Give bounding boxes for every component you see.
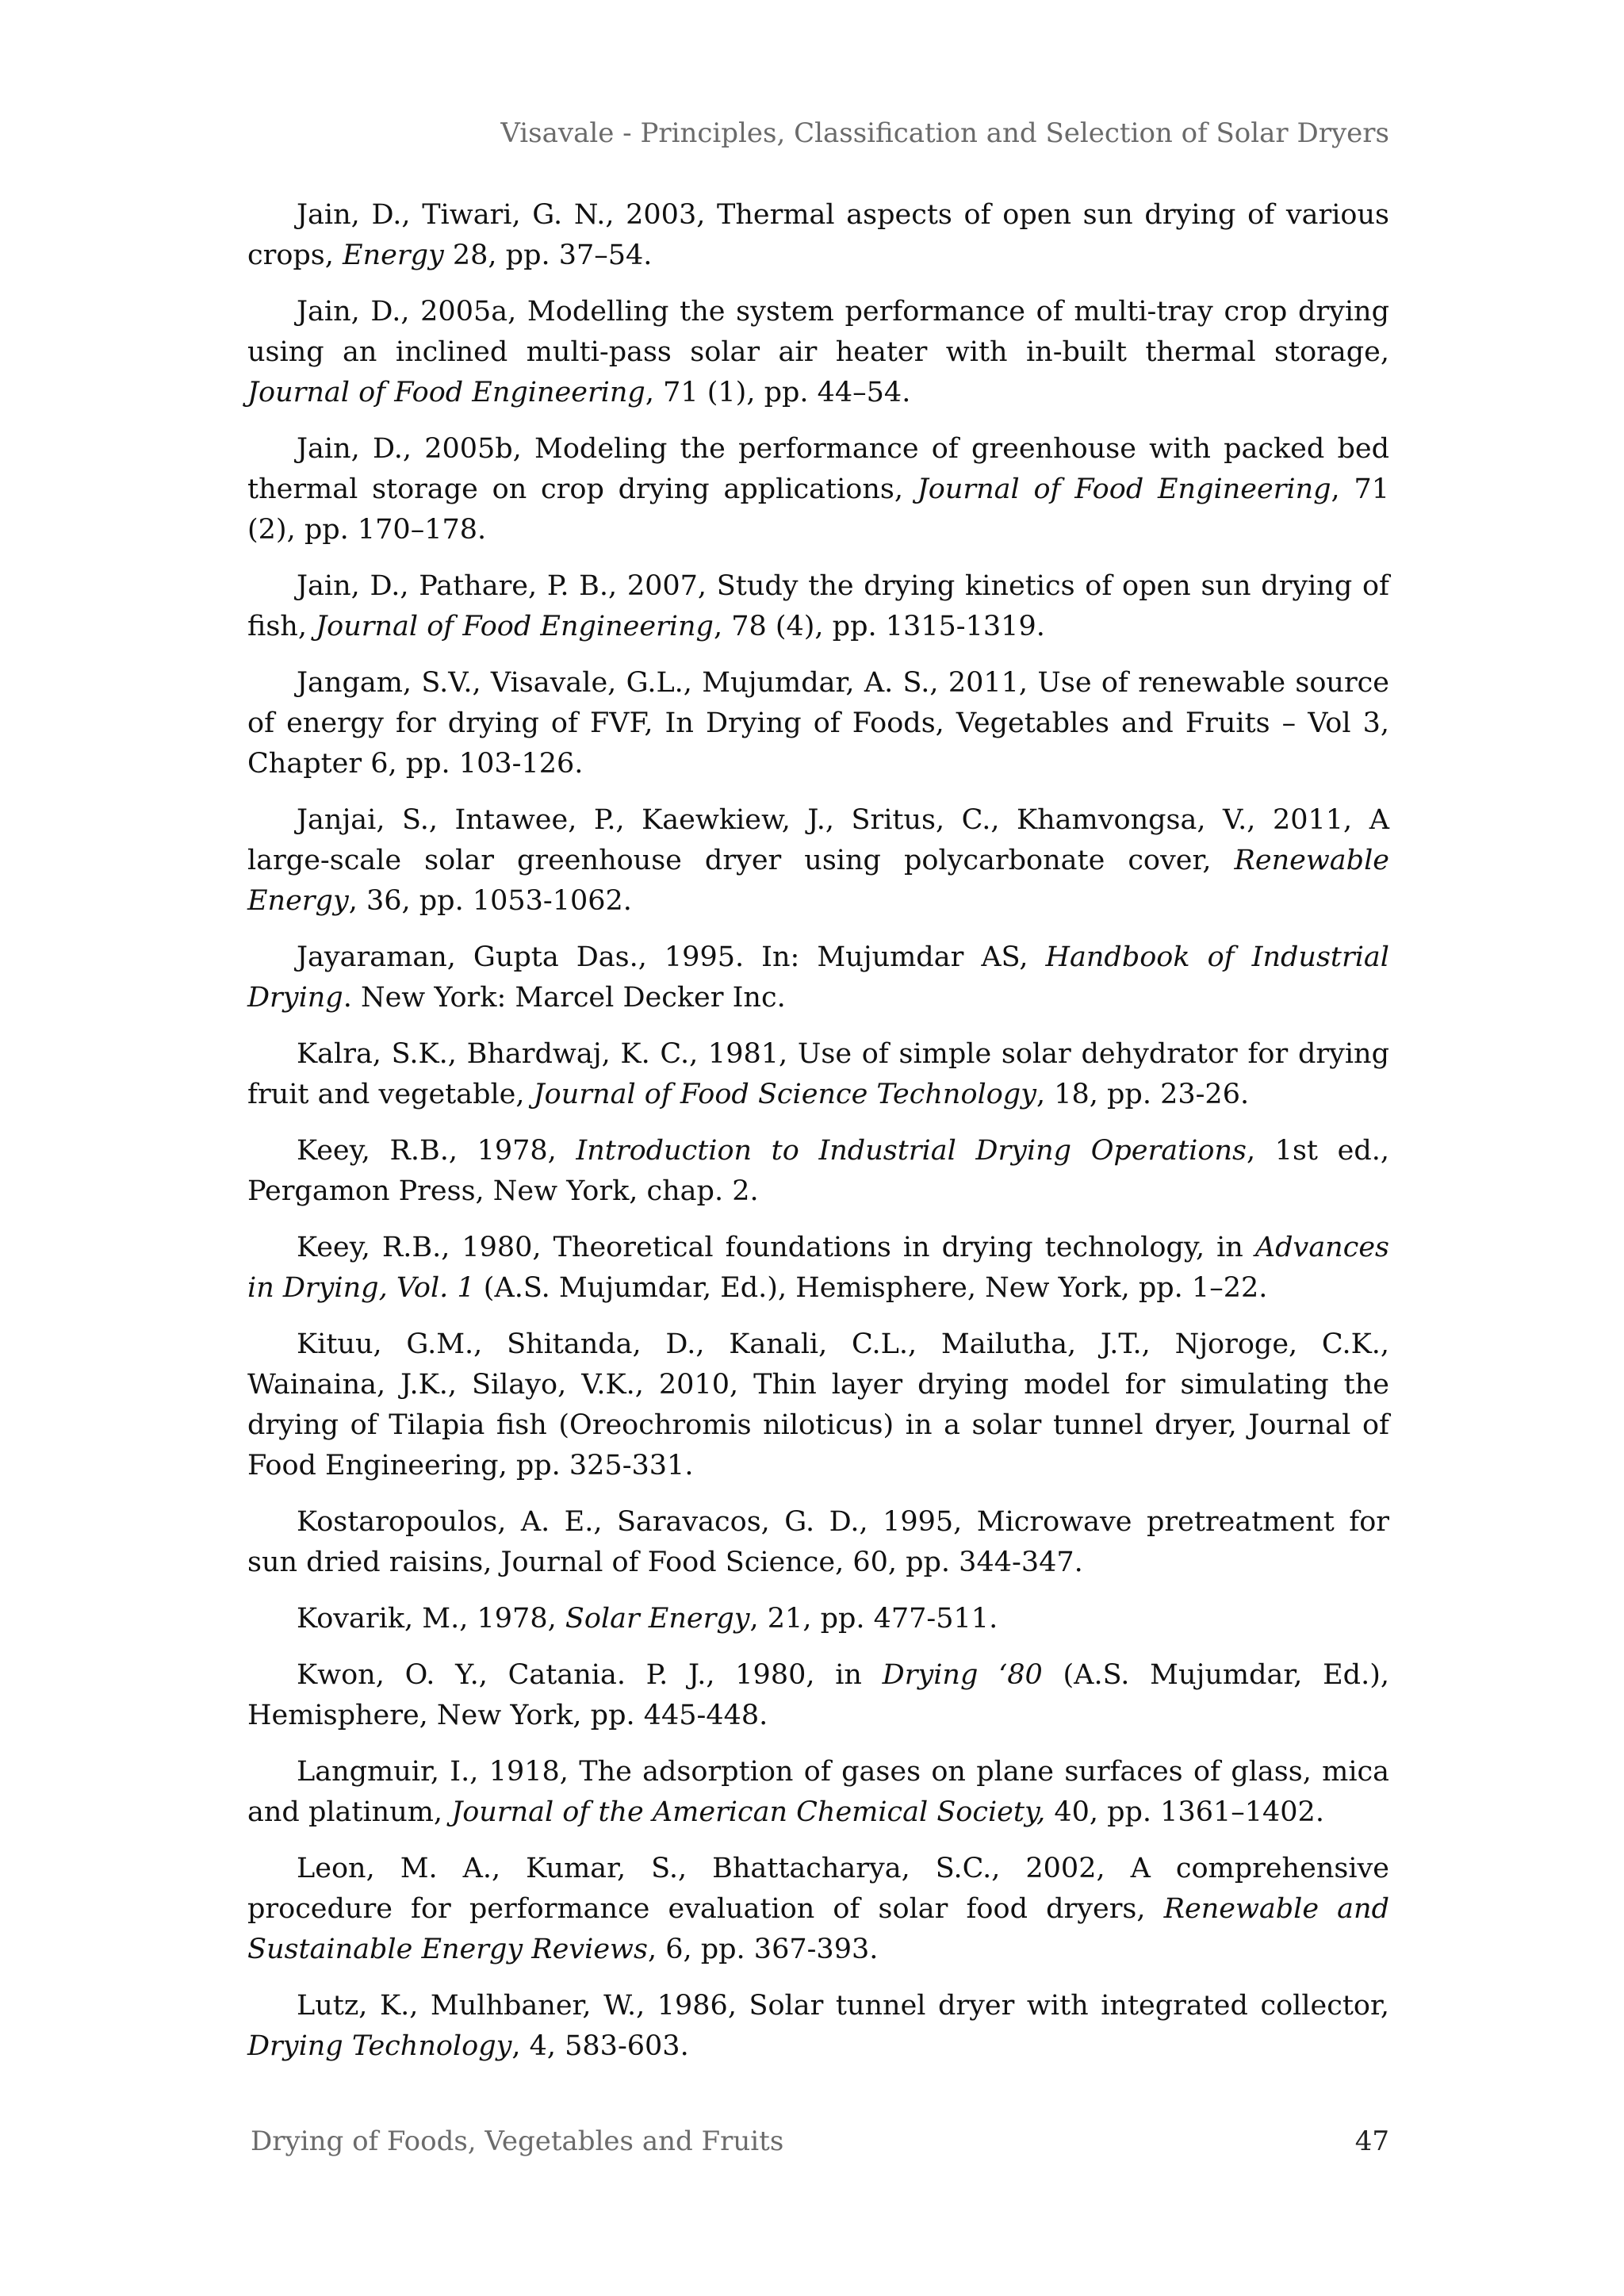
reference-details: (A.S. Mujumdar, Ed.), Hemisphere, New York, pp. 445-448. xyxy=(247,1659,1389,1731)
reference-journal: Energy xyxy=(343,240,444,271)
reference-text: Keey, R.B., 1978, xyxy=(297,1135,576,1167)
reference-entry xyxy=(247,1034,1389,1115)
reference-entry xyxy=(247,663,1389,784)
page-number: 47 xyxy=(1354,2125,1389,2157)
reference-entry xyxy=(247,292,1389,413)
reference-details: , 71 (1), pp. 44–54. xyxy=(645,377,911,408)
running-header: Visavale - Principles, Classification and Selection of Solar Dryers xyxy=(500,117,1389,149)
reference-entry xyxy=(247,566,1389,647)
reference-entry xyxy=(247,195,1389,276)
reference-entry xyxy=(247,1849,1389,1970)
reference-text: Jain, D., 2005a, Modelling the system performance of multi-tray crop drying using an inclined multi-pass solar air heater with in-built thermal storage, xyxy=(247,296,1389,368)
reference-text: Langmuir, I., 1918, The adsorption of gases on plane surfaces of glass, mica and platinum, xyxy=(247,1756,1389,1828)
reference-entry xyxy=(247,1131,1389,1212)
reference-text: Jain, D., 2005b, Modeling the performance of greenhouse with packed bed thermal storage on crop drying applications, xyxy=(247,433,1389,505)
reference-text: Kovarik, M., 1978, xyxy=(297,1603,565,1635)
reference-text: Jayaraman, Gupta Das., 1995. In: Mujumdar AS, xyxy=(297,941,1046,973)
reference-entry xyxy=(247,429,1389,550)
reference-journal: Journal of Food Engineering xyxy=(247,377,645,408)
reference-entry xyxy=(247,1752,1389,1833)
reference-entry xyxy=(247,1599,1389,1639)
reference-text: Jain, D., Pathare, P. B., 2007, Study the drying kinetics of open sun drying of fish, xyxy=(247,570,1389,642)
footer-book-title: Drying of Foods, Vegetables and Fruits xyxy=(251,2125,784,2157)
reference-details: , 1st ed., Pergamon Press, New York, chap. 2. xyxy=(247,1135,1389,1207)
reference-details: 28, pp. 37–54. xyxy=(443,240,653,271)
reference-details: , 4, 583-603. xyxy=(511,2030,689,2062)
reference-entry xyxy=(247,1655,1389,1736)
reference-text: Keey, R.B., 1980, Theoretical foundations in drying technology, in xyxy=(297,1232,1255,1263)
reference-entry xyxy=(247,1228,1389,1309)
reference-journal: Journal of Food Engineering xyxy=(316,611,714,642)
reference-text: Jain, D., Tiwari, G. N., 2003, Thermal aspects of open sun drying of various crops, xyxy=(247,199,1389,271)
reference-text: Kalra, S.K., Bhardwaj, K. C., 1981, Use of simple solar dehydrator for drying fruit and vegetable, xyxy=(247,1038,1389,1110)
reference-journal: Handbook of Industrial Drying xyxy=(247,941,1389,1014)
reference-entry xyxy=(247,937,1389,1018)
reference-details: , 21, pp. 477-511. xyxy=(749,1603,998,1635)
reference-text: Jangam, S.V., Visavale, G.L., Mujumdar, A. S., 2011, Use of renewable source of energy for drying of FVF, In Drying of Foods, Vegetables and Fruits – Vol 3, Chapter 6, pp. 103-126. xyxy=(247,667,1389,780)
reference-journal: Advances in Drying, Vol. 1 xyxy=(247,1232,1389,1304)
reference-details: , 71 (2), pp. 170–178. xyxy=(247,473,1389,546)
reference-text: Kostaropoulos, A. E., Saravacos, G. D., 1995, Microwave pretreatment for sun dried raisins, Journal of Food Science, 60, pp. 344-347. xyxy=(247,1506,1389,1578)
reference-details: , 78 (4), pp. 1315-1319. xyxy=(713,611,1045,642)
reference-journal: Journal of the American Chemical Society, xyxy=(451,1796,1046,1828)
reference-text: Leon, M. A., Kumar, S., Bhattacharya, S.C., 2002, A comprehensive procedure for performance evaluation of solar food dryers, xyxy=(247,1853,1389,1925)
reference-journal: Solar Energy xyxy=(565,1603,750,1635)
reference-text: Kwon, O. Y., Catania. P. J., 1980, in xyxy=(297,1659,883,1691)
reference-text: Lutz, K., Mulhbaner, W., 1986, Solar tunnel dryer with integrated collector, xyxy=(297,1990,1389,2022)
reference-journal: Renewable and Sustainable Energy Reviews xyxy=(247,1893,1389,1965)
reference-text: Kituu, G.M., Shitanda, D., Kanali, C.L., Mailutha, J.T., Njoroge, C.K., Wainaina, J.K., Silayo, V.K., 2010, Thin layer drying model for simulating the drying of Tilapia fish (Oreochromis niloticus) in a solar tunnel dryer, Journal of Food Engineering, pp. 325-331. xyxy=(247,1328,1389,1481)
reference-entry xyxy=(247,1986,1389,2067)
reference-details: . New York: Marcel Decker Inc. xyxy=(343,982,786,1014)
reference-entry xyxy=(247,1324,1389,1486)
reference-journal: Drying ‘80 xyxy=(882,1659,1043,1691)
reference-journal: Drying Technology xyxy=(247,2030,512,2062)
reference-details: 40, pp. 1361–1402. xyxy=(1045,1796,1324,1828)
reference-details: , 6, pp. 367-393. xyxy=(647,1934,879,1965)
reference-entry xyxy=(247,1502,1389,1583)
reference-journal: Introduction to Industrial Drying Operations xyxy=(576,1135,1247,1167)
reference-journal: Renewable Energy xyxy=(247,845,1389,917)
reference-details: , 36, pp. 1053-1062. xyxy=(348,885,632,917)
reference-list xyxy=(247,195,1389,2083)
reference-entry xyxy=(247,800,1389,922)
reference-journal: Journal of Food Science Technology xyxy=(533,1079,1036,1110)
reference-journal: Journal of Food Engineering xyxy=(917,473,1331,505)
reference-details: , 18, pp. 23-26. xyxy=(1036,1079,1250,1110)
reference-text: Janjai, S., Intawee, P., Kaewkiew, J., Sritus, C., Khamvongsa, V., 2011, A large-scale solar greenhouse dryer using polycarbonate cover, xyxy=(247,804,1389,876)
reference-details: (A.S. Mujumdar, Ed.), Hemisphere, New York, pp. 1–22. xyxy=(474,1272,1268,1304)
